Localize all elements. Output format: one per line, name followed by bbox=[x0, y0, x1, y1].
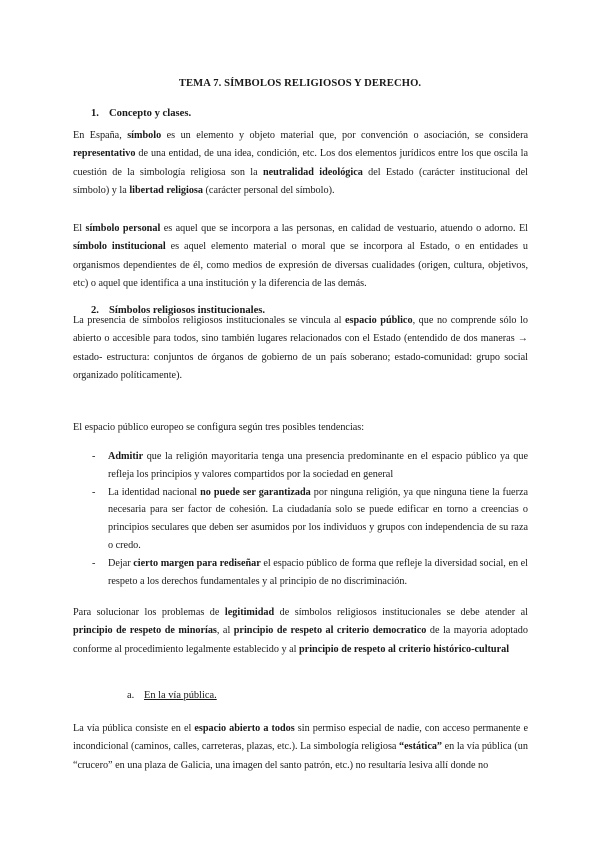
list-item bbox=[92, 448, 528, 484]
text: en la vía pública (un “crucero” en una plaza de Galicia, una imagen del santo patrón, etc.) no resultaría lesiva allí donde no bbox=[73, 741, 528, 771]
text: es un elemento y objeto material que, por convención o asociación, se considera bbox=[161, 130, 528, 141]
text: es aquel que se incorpora a las personas, en calidad de vestuario, atuendo o adorno. El bbox=[160, 223, 528, 234]
bold-term: símbolo personal bbox=[85, 223, 161, 234]
bold-term: “estática” bbox=[399, 741, 443, 753]
list-dash: - bbox=[92, 451, 96, 462]
text: de una entidad, de una idea, condición, etc. Los dos elementos jurídicos entre los que oscila la cuestión de la simbología religiosa son la bbox=[73, 148, 528, 178]
text: La identidad nacional bbox=[108, 486, 201, 498]
text: de la mayoria adoptado conforme al procedimiento legalmente establecido y al bbox=[73, 625, 528, 655]
bold-term: no puede ser garantizada bbox=[200, 486, 311, 498]
text: La vía pública consiste en el bbox=[73, 723, 195, 734]
bold-term: espacio abierto a todos bbox=[194, 723, 295, 734]
bold-term: principio de respeto de minorías bbox=[73, 625, 217, 637]
text: Para solucionar los problemas de bbox=[73, 607, 225, 618]
paragraph-via-publica bbox=[73, 720, 528, 775]
text: el espacio público de forma que refleje la diversidad social, en el respeto a los derechos fundamentales y al principio de no discriminación. bbox=[108, 557, 528, 587]
bold-term: principio de respeto al criterio democratico bbox=[233, 625, 427, 637]
section-number: 1. bbox=[91, 108, 99, 119]
subsection-letter: a. bbox=[127, 690, 135, 701]
text: Dejar bbox=[108, 557, 134, 569]
bold-term: legitimidad bbox=[224, 607, 275, 618]
bold-term: Admitir bbox=[108, 451, 144, 462]
bold-term: símbolo institucional bbox=[73, 241, 166, 253]
list-dash: - bbox=[92, 557, 96, 569]
tendencias-list bbox=[92, 448, 528, 590]
text: La presencia de símbolos religiosos institucionales se vincula al bbox=[73, 315, 346, 326]
section-number: 2. bbox=[91, 305, 99, 316]
section-heading-text: Símbolos religiosos institucionales. bbox=[109, 305, 266, 316]
paragraph-legitimidad bbox=[73, 604, 528, 659]
section-heading-text: Concepto y clases. bbox=[109, 108, 192, 119]
paragraph-tendencias-intro: El espacio público europeo se configura según tres posibles tendencias: bbox=[73, 422, 365, 433]
paragraph-espacio-publico bbox=[73, 312, 528, 385]
bold-term: neutralidad ideológica bbox=[262, 166, 363, 178]
text: En España, bbox=[73, 130, 128, 141]
text: , al bbox=[216, 625, 234, 637]
bold-term: cierto margen para rediseñar bbox=[133, 557, 261, 569]
section-heading-1 bbox=[91, 108, 191, 119]
page-title: TEMA 7. SÍMBOLOS RELIGIOSOS Y DERECHO. bbox=[178, 78, 422, 89]
text: por ninguna religión, ya que ninguna tiene la fuerza necesaria para ser factor de cohesión. La ciudadanía solo se puede edificar en torno a creencias o principios seculares que deben ser asumidos por los individuos y grupos con independencia de su raza o credo. bbox=[108, 486, 529, 551]
bold-term: representativo bbox=[73, 148, 136, 160]
bold-term: símbolo bbox=[127, 130, 162, 141]
list-item bbox=[92, 555, 528, 591]
text: (carácter personal del símbolo). bbox=[202, 184, 335, 196]
paragraph-clases bbox=[73, 220, 528, 293]
subsection-heading-text: En la vía pública. bbox=[144, 690, 217, 701]
subsection-heading-a bbox=[127, 690, 217, 701]
list-dash: - bbox=[92, 486, 96, 498]
text: del Estado (carácter institucional del símbolo) y la bbox=[73, 166, 528, 196]
text: de símbolos religiosos institucionales se debe atender al bbox=[274, 607, 528, 618]
paragraph-concepto bbox=[73, 127, 528, 200]
text: es aquel elemento material o moral que se incorpora al Estado, o en entidades u organismos dependientes de él, como medios de expresión de diversas cualidades (origen, cultura, objetivos, etc) o aquel que identifica a una institución y la diferencia de las demás. bbox=[73, 241, 528, 289]
bold-term: principio de respeto al criterio histórico-cultural bbox=[299, 643, 510, 655]
text: , que no comprende sólo lo abierto o accesible para todos, sino también lugares relacionados con el Estado (entendido de dos maneras → estado- estructura: conjuntos de órganos de gobierno de un país soberano; estado-comunidad: grupo social organizado políticamente). bbox=[73, 315, 529, 381]
text: sin permiso especial de nadie, con acceso permanente e incondicional (caminos, calles, carreteras, plazas, etc.). La simbología religiosa bbox=[73, 723, 528, 753]
list-item bbox=[92, 484, 528, 555]
text: que la religión mayoritaria tenga una presencia predominante en el espacio público ya que refleja los principios y valores compartidos por la sociedad en general bbox=[108, 451, 528, 480]
text: El bbox=[73, 223, 86, 234]
bold-term: espacio público bbox=[345, 315, 413, 326]
bold-term: libertad religiosa bbox=[129, 184, 203, 196]
